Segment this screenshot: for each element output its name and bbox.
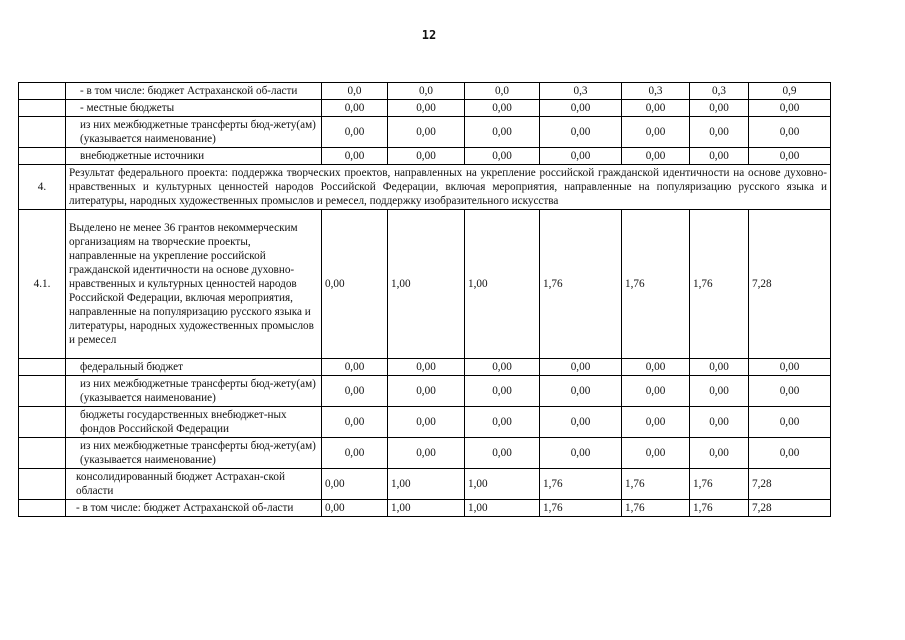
row-label: из них межбюджетные трансферты бюд-жету(ам) (указывается наименование) <box>66 376 322 407</box>
row-value: 0,00 <box>322 359 388 376</box>
row-label: консолидированный бюджет Астрахан-ской области <box>66 469 322 500</box>
row-label: бюджеты государственных внебюджет-ных фондов Российской Федерации <box>66 407 322 438</box>
page-number: 12 <box>421 28 437 42</box>
row-value: 0,00 <box>749 438 831 469</box>
table-body-item <box>19 210 831 359</box>
row-value: 0,00 <box>690 359 749 376</box>
row-value: 0,0 <box>465 83 540 100</box>
row-value: 1,76 <box>622 500 690 517</box>
row-value: 0,00 <box>749 407 831 438</box>
row-index-cell <box>19 500 66 517</box>
row-value: 0,00 <box>540 376 622 407</box>
row-value: 0,00 <box>690 148 749 165</box>
row-value: 0,00 <box>540 117 622 148</box>
table-row <box>19 407 831 438</box>
row-value: 1,76 <box>690 469 749 500</box>
row-value: 0,00 <box>622 359 690 376</box>
row-value: 0,00 <box>690 376 749 407</box>
row-value: 0,00 <box>322 376 388 407</box>
row-index-cell <box>19 376 66 407</box>
row-value: 0,00 <box>749 376 831 407</box>
row-value: 0,00 <box>322 500 388 517</box>
row-label: федеральный бюджет <box>66 359 322 376</box>
item-value: 1,76 <box>690 210 749 359</box>
table-row <box>19 376 831 407</box>
table-row <box>19 469 831 500</box>
row-value: 0,00 <box>540 438 622 469</box>
row-index-cell <box>19 438 66 469</box>
row-value: 1,76 <box>622 469 690 500</box>
row-value: 0,00 <box>322 469 388 500</box>
row-index-cell <box>19 359 66 376</box>
row-value: 0,00 <box>388 148 465 165</box>
row-value: 0,00 <box>388 376 465 407</box>
row-value: 0,00 <box>322 117 388 148</box>
row-value: 0,3 <box>622 83 690 100</box>
item-value: 1,76 <box>540 210 622 359</box>
table-row <box>19 500 831 517</box>
row-index-cell <box>19 100 66 117</box>
table-row <box>19 359 831 376</box>
item-value: 7,28 <box>749 210 831 359</box>
row-value: 0,00 <box>690 117 749 148</box>
section-text: Результат федерального проекта: поддержка творческих проектов, направленных на укрепление российской гражданской идентичности на основе духовно-нравственных и культурных ценностей народов Российской Федерации, включая мероприятия, направленные на популяризацию русского языка и литературы, народных художественных промыслов и ремесел, поддержку изобразительного искусства <box>66 165 831 210</box>
row-value: 0,00 <box>322 407 388 438</box>
row-value: 0,00 <box>749 148 831 165</box>
row-index-cell <box>19 148 66 165</box>
row-value: 0,00 <box>622 117 690 148</box>
table-row <box>19 83 831 100</box>
row-value: 0,00 <box>622 376 690 407</box>
row-value: 0,3 <box>690 83 749 100</box>
row-index-cell <box>19 83 66 100</box>
item-value: 1,00 <box>388 210 465 359</box>
row-label: внебюджетные источники <box>66 148 322 165</box>
section-row <box>19 165 831 210</box>
row-value: 0,00 <box>749 359 831 376</box>
item-row <box>19 210 831 359</box>
row-value: 0,00 <box>622 407 690 438</box>
row-value: 1,00 <box>465 469 540 500</box>
table-row <box>19 117 831 148</box>
row-value: 0,00 <box>622 438 690 469</box>
row-value: 0,00 <box>540 100 622 117</box>
row-value: 0,00 <box>465 376 540 407</box>
row-value: 1,76 <box>540 469 622 500</box>
row-value: 0,00 <box>749 117 831 148</box>
row-index-cell <box>19 407 66 438</box>
row-value: 0,00 <box>388 117 465 148</box>
row-value: 7,28 <box>749 500 831 517</box>
row-value: 0,00 <box>622 100 690 117</box>
row-value: 0,00 <box>388 359 465 376</box>
row-value: 0,00 <box>622 148 690 165</box>
row-label: из них межбюджетные трансферты бюд-жету(ам) (указывается наименование) <box>66 438 322 469</box>
table-row <box>19 438 831 469</box>
row-value: 1,76 <box>690 500 749 517</box>
row-label: - в том числе: бюджет Астраханской об-ласти <box>66 500 322 517</box>
table-row <box>19 148 831 165</box>
item-text: Выделено не менее 36 грантов некоммерческим организациям на творческие проекты, направленные на укрепление российской гражданской идентичности на основе духовно-нравственных и культурных ценностей народов Российской Федерации, включая мероприятия, направленные на популяризацию русского языка и литературы, народных художественных промыслов и ремесел <box>66 210 322 359</box>
table-body-top <box>19 83 831 165</box>
row-value: 0,00 <box>690 438 749 469</box>
row-value: 0,00 <box>322 438 388 469</box>
row-value: 0,0 <box>388 83 465 100</box>
row-value: 0,9 <box>749 83 831 100</box>
row-value: 0,00 <box>322 148 388 165</box>
table-body-bottom <box>19 359 831 517</box>
row-label: из них межбюджетные трансферты бюд-жету(ам) (указывается наименование) <box>66 117 322 148</box>
row-value: 0,00 <box>465 359 540 376</box>
row-value: 0,00 <box>465 438 540 469</box>
row-value: 0,00 <box>388 407 465 438</box>
row-label: - в том числе: бюджет Астраханской об-ласти <box>66 83 322 100</box>
item-value: 1,00 <box>465 210 540 359</box>
row-value: 1,00 <box>388 500 465 517</box>
row-value: 1,76 <box>540 500 622 517</box>
row-value: 0,00 <box>322 100 388 117</box>
row-index-cell <box>19 469 66 500</box>
row-value: 0,0 <box>322 83 388 100</box>
section-number: 4. <box>19 165 66 210</box>
table-body-section <box>19 165 831 210</box>
row-value: 0,00 <box>388 100 465 117</box>
row-value: 0,00 <box>749 100 831 117</box>
budget-table <box>18 82 831 517</box>
row-value: 0,00 <box>540 148 622 165</box>
row-value: 0,00 <box>540 359 622 376</box>
row-value: 1,00 <box>388 469 465 500</box>
row-value: 0,00 <box>388 438 465 469</box>
table-row <box>19 100 831 117</box>
row-value: 1,00 <box>465 500 540 517</box>
row-label: - местные бюджеты <box>66 100 322 117</box>
row-value: 0,00 <box>690 100 749 117</box>
row-value: 0,00 <box>465 148 540 165</box>
row-value: 0,00 <box>465 117 540 148</box>
row-value: 0,00 <box>540 407 622 438</box>
item-value: 0,00 <box>322 210 388 359</box>
row-value: 0,00 <box>690 407 749 438</box>
item-number: 4.1. <box>19 210 66 359</box>
item-value: 1,76 <box>622 210 690 359</box>
row-value: 7,28 <box>749 469 831 500</box>
row-value: 0,00 <box>465 100 540 117</box>
row-value: 0,00 <box>465 407 540 438</box>
row-value: 0,3 <box>540 83 622 100</box>
row-index-cell <box>19 117 66 148</box>
